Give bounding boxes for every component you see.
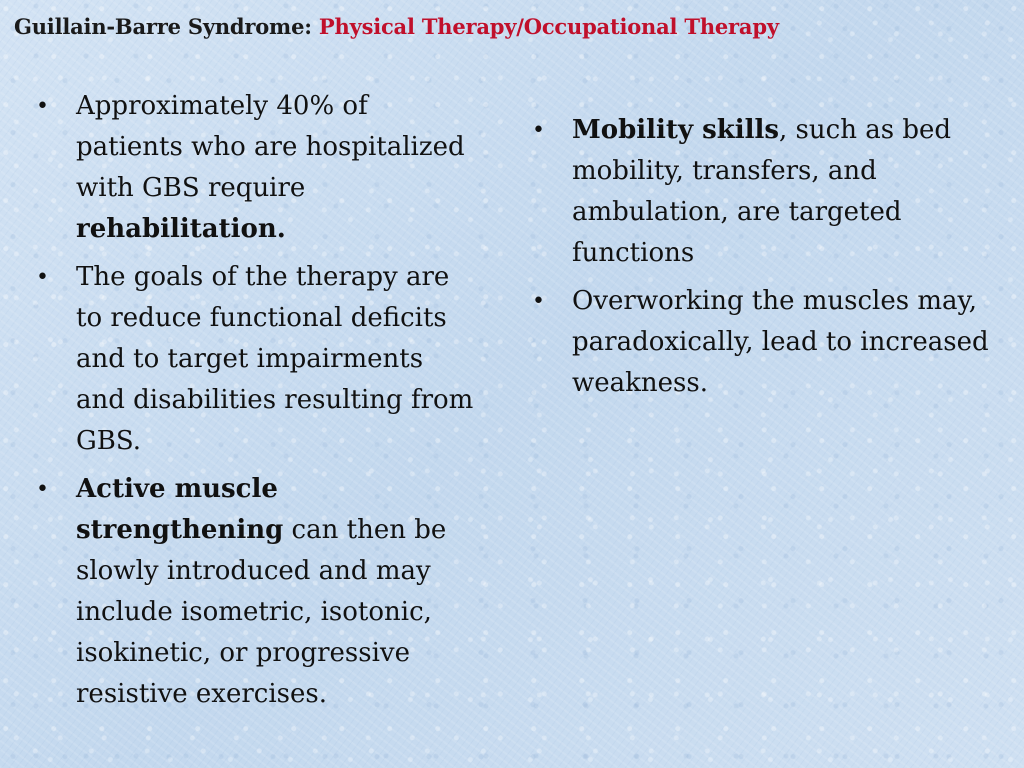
right-bullet-list [532,110,994,411]
bullet-icon: • [36,265,49,290]
bullet-text: The goals of the therapy are to reduce functional deficits and to target impairments and disabilities resulting from GBS. [76,262,474,456]
bullet-item-overworking [532,281,994,404]
left-bullet-list [36,86,476,722]
bullet-text: Approximately 40% of patients who are hospitalized with GBS require [76,91,465,203]
bullet-item-mobility-skills [532,110,994,274]
slide-title-highlight: Physical Therapy/Occupational Therapy [318,14,779,39]
bullet-text: Overworking the muscles may, paradoxically, lead to increased weakness. [572,286,989,398]
bullet-bold-text: Mobility skills [572,115,780,145]
slide-title-prefix: Guillain-Barre Syndrome: [14,14,319,39]
bullet-bold-text: rehabilitation. [76,214,286,244]
slide-title [14,14,779,39]
bullet-text: can then be slowly introduced and may include isometric, isotonic, isokinetic, or progressive resistive exercises. [76,515,447,709]
bullet-icon: • [532,289,545,314]
bullet-item-muscle-strengthening [36,469,476,715]
bullet-item-therapy-goals [36,257,476,462]
bullet-icon: • [36,94,49,119]
bullet-icon: • [36,477,49,502]
bullet-icon: • [532,118,545,143]
bullet-text: , such as bed mobility, transfers, and ambulation, are targeted functions [572,115,952,268]
bullet-bold-text: Active muscle strengthening [76,474,284,545]
bullet-item-rehabilitation [36,86,476,250]
